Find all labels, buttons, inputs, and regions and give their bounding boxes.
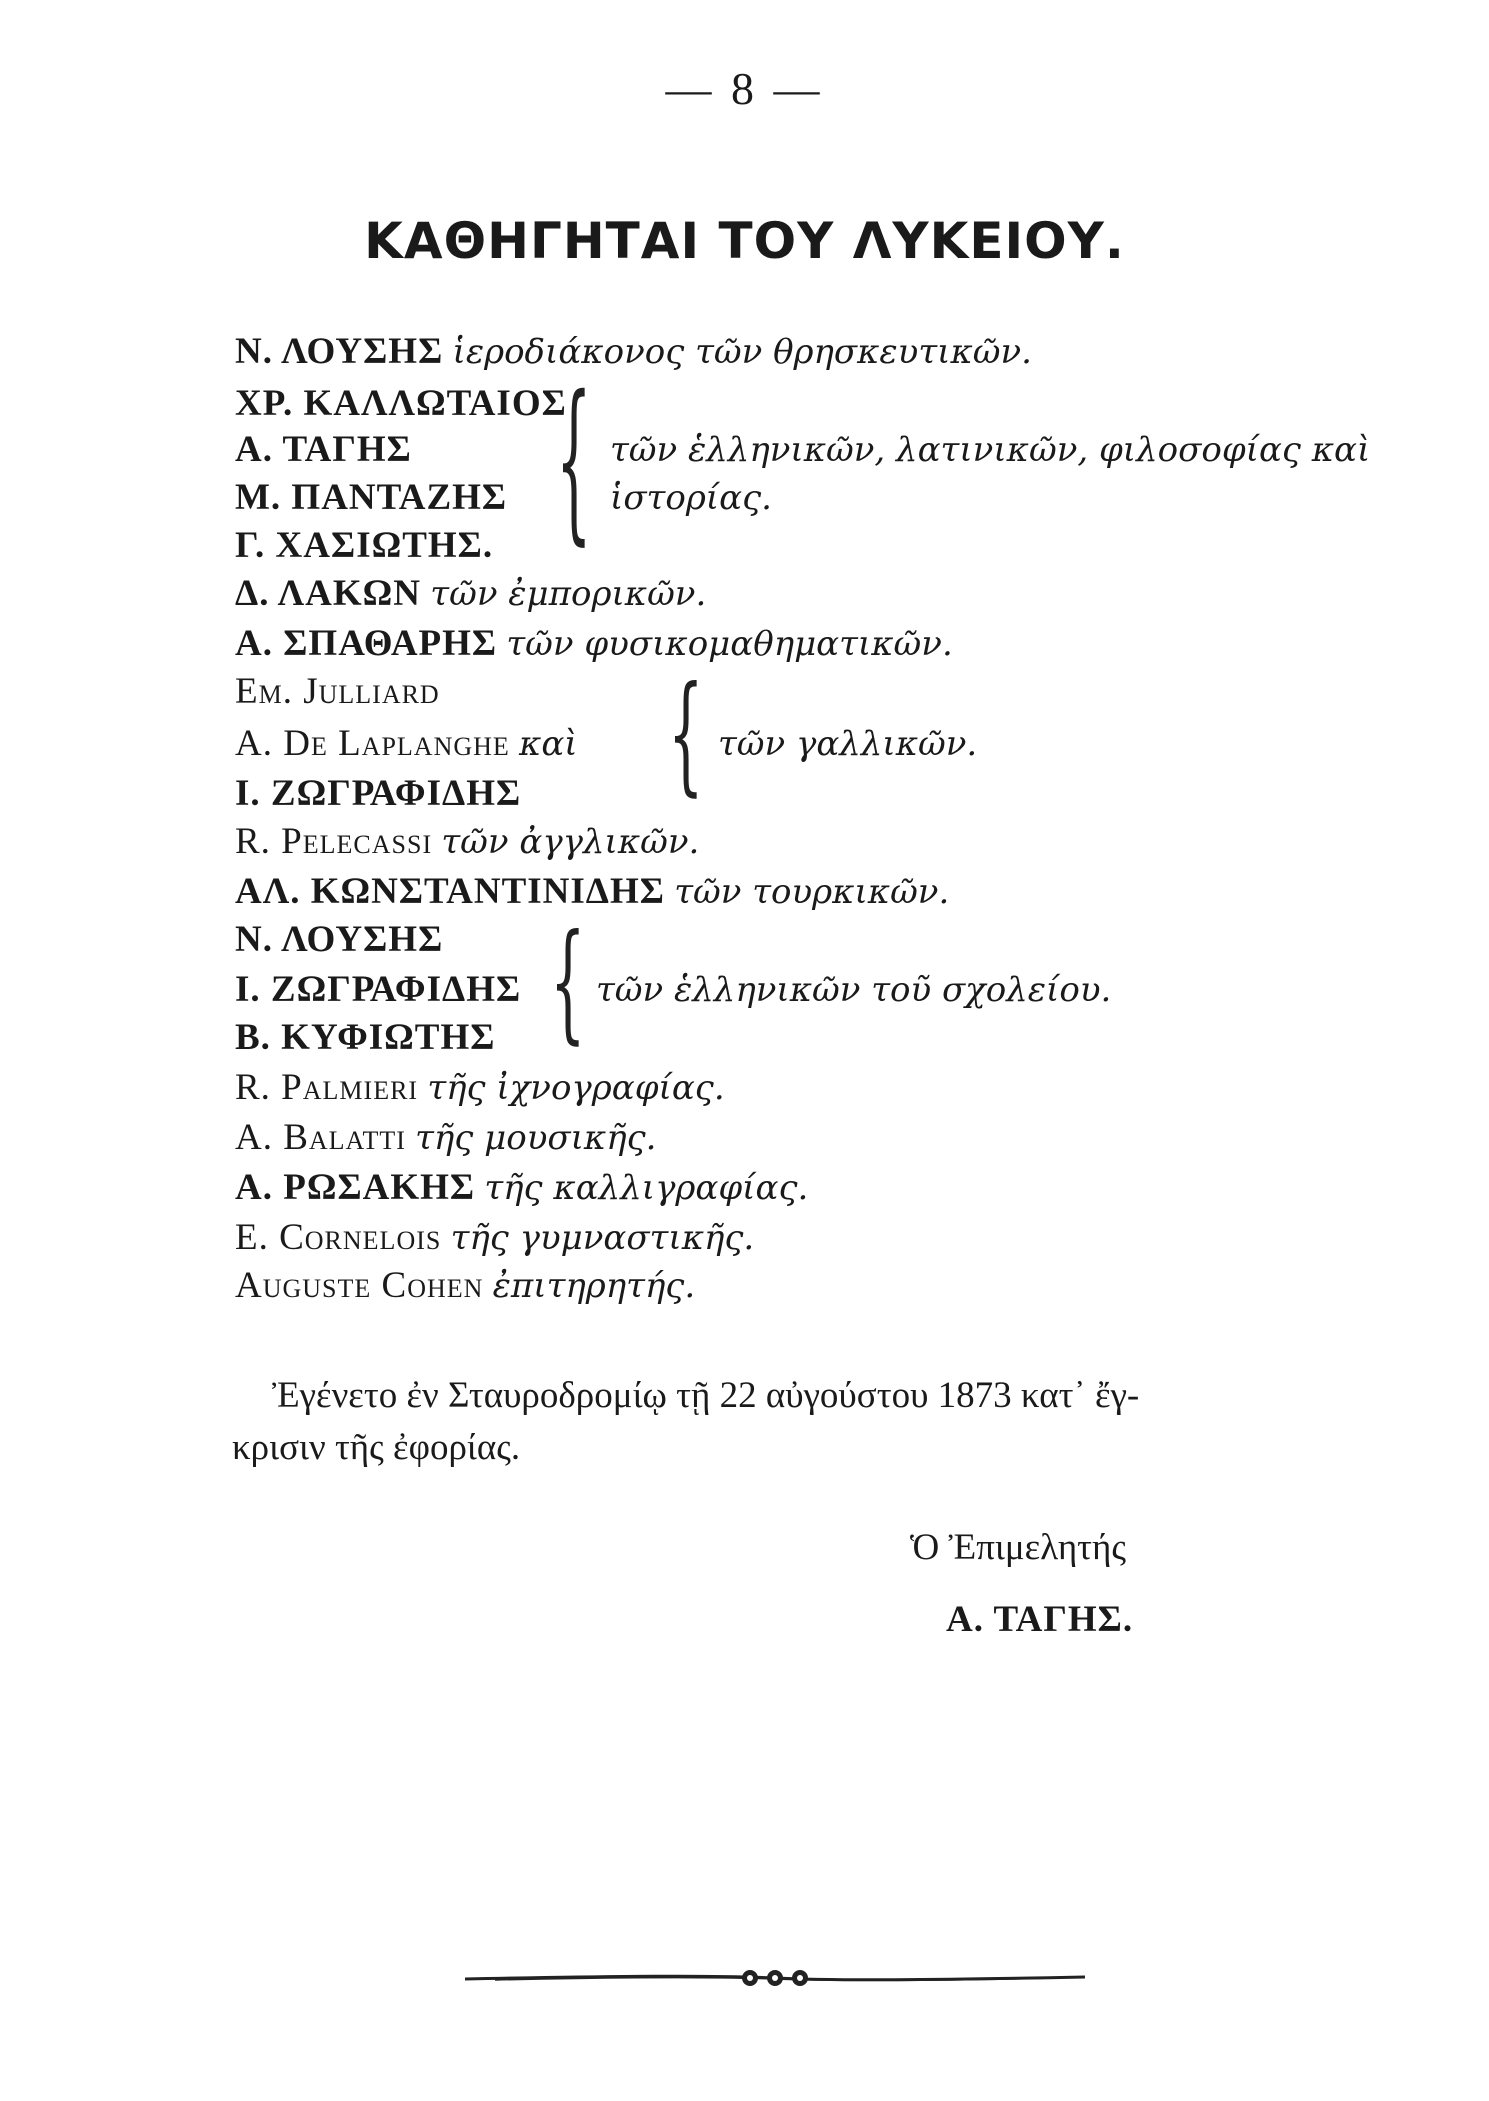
group-subject-text: τῶν γαλλικῶν. — [718, 724, 978, 764]
teacher-name: Ν. ΛΟΥΣΗΣ — [235, 919, 444, 960]
teacher-name: Ι. ΖΩΓΡΑΦΙΔΗΣ — [235, 969, 522, 1010]
teacher-name: R. Pelecassi — [235, 821, 433, 862]
teacher-name: Εm. Julliard — [235, 671, 440, 712]
subject-text: τῶν τουρκικῶν. — [674, 872, 950, 912]
group-subject-text: ἱστορίας. — [610, 478, 772, 518]
teacher-name: Α. ΡΩΣΑΚΗΣ — [235, 1167, 476, 1208]
list-item — [235, 966, 521, 1014]
signature-name: Α. ΤΑΓΗΣ. — [946, 1599, 1134, 1640]
signature-role: Ὁ Ἐπιμελητής — [910, 1527, 1127, 1568]
list-item — [235, 1064, 725, 1112]
ornament-rule — [465, 1963, 1085, 1993]
subject-text: τῶν ἀγγλικῶν. — [441, 822, 700, 862]
list-item — [235, 328, 1032, 376]
teacher-name: Ν. ΛΟΥΣΗΣ — [235, 331, 444, 372]
list-item — [235, 1164, 808, 1212]
list-item — [235, 1014, 495, 1062]
teacher-name: Ι. ΖΩΓΡΑΦΙΔΗΣ — [235, 773, 522, 814]
list-item — [235, 668, 440, 716]
subject-text: τῆς μουσικῆς. — [415, 1118, 657, 1158]
teacher-name: R. Palmieri — [235, 1067, 419, 1108]
teacher-name: Μ. ΠΑΝΤΑΖΗΣ — [235, 477, 508, 518]
group-subject-text: τῶν ἑλληνικῶν τοῦ σχολείου. — [596, 970, 1112, 1010]
group-brace: { — [550, 908, 586, 1058]
subject-text: τῆς καλλιγραφίας. — [484, 1168, 809, 1208]
teacher-name: ΑΛ. ΚΩΝΣΤΑΝΤΙΝΙΔΗΣ — [235, 871, 665, 912]
page-number: — 8 — — [665, 63, 824, 114]
list-item — [235, 380, 567, 428]
list-item — [235, 770, 521, 818]
page-title: ΚΑΘΗΓΗΤΑΙ ΤΟΥ ΛΥΚΕΙΟΥ. — [364, 212, 1125, 270]
teacher-name: Β. ΚΥΦΙΩΤΗΣ — [235, 1017, 496, 1058]
teacher-name: ΧΡ. ΚΑΛΛΩΤΑΙΟΣ — [235, 383, 567, 424]
list-item — [235, 1214, 754, 1262]
list-item — [235, 474, 507, 522]
footnote-line: Ἐγένετο ἐν Σταυροδρομίῳ τῇ 22 αὐγούστου 1873 κατ᾽ ἔγ- — [272, 1375, 1140, 1416]
list-item — [235, 426, 412, 474]
list-item — [235, 1114, 656, 1162]
subject-text: καὶ — [519, 724, 578, 764]
teacher-name: Auguste Cohen — [235, 1265, 484, 1306]
list-item — [235, 570, 706, 618]
subject-text: τῶν φυσικομαθηματικῶν. — [506, 624, 953, 664]
teacher-name: A. Balatti — [235, 1117, 406, 1158]
teacher-name: A. De Laplanghe — [235, 723, 510, 764]
subject-text: τῶν ἐμπορικῶν. — [430, 574, 707, 614]
subject-text: ἐπιτηρητής. — [492, 1266, 696, 1306]
subject-text: τῆς γυμναστικῆς. — [450, 1218, 755, 1258]
list-item — [235, 818, 699, 866]
list-item — [235, 620, 953, 668]
teacher-name: Α. ΣΠΑΘΑΡΗΣ — [235, 623, 498, 664]
footnote-line: κρισιν τῆς ἐφορίας. — [232, 1427, 521, 1468]
group-brace: { — [668, 660, 704, 810]
list-item — [235, 1262, 695, 1310]
list-item — [235, 916, 443, 964]
group-subject-text: τῶν ἑλληνικῶν, λατινικῶν, φιλοσοφίας καὶ — [610, 430, 1371, 470]
list-item — [235, 522, 493, 570]
subject-text: τῆς ἰχνογραφίας. — [427, 1068, 725, 1108]
subject-text: ἱεροδιάκονος τῶν θρησκευτικῶν. — [452, 332, 1032, 372]
group-brace: { — [556, 361, 592, 563]
list-item — [235, 720, 578, 768]
teacher-name: Δ. ΛΑΚΩΝ — [235, 573, 422, 614]
teacher-name: E. Cornelois — [235, 1217, 442, 1258]
teacher-name: Α. ΤΑΓΗΣ — [235, 429, 412, 470]
list-item — [235, 868, 949, 916]
teacher-name: Γ. ΧΑΣΙΩΤΗΣ. — [235, 525, 494, 566]
